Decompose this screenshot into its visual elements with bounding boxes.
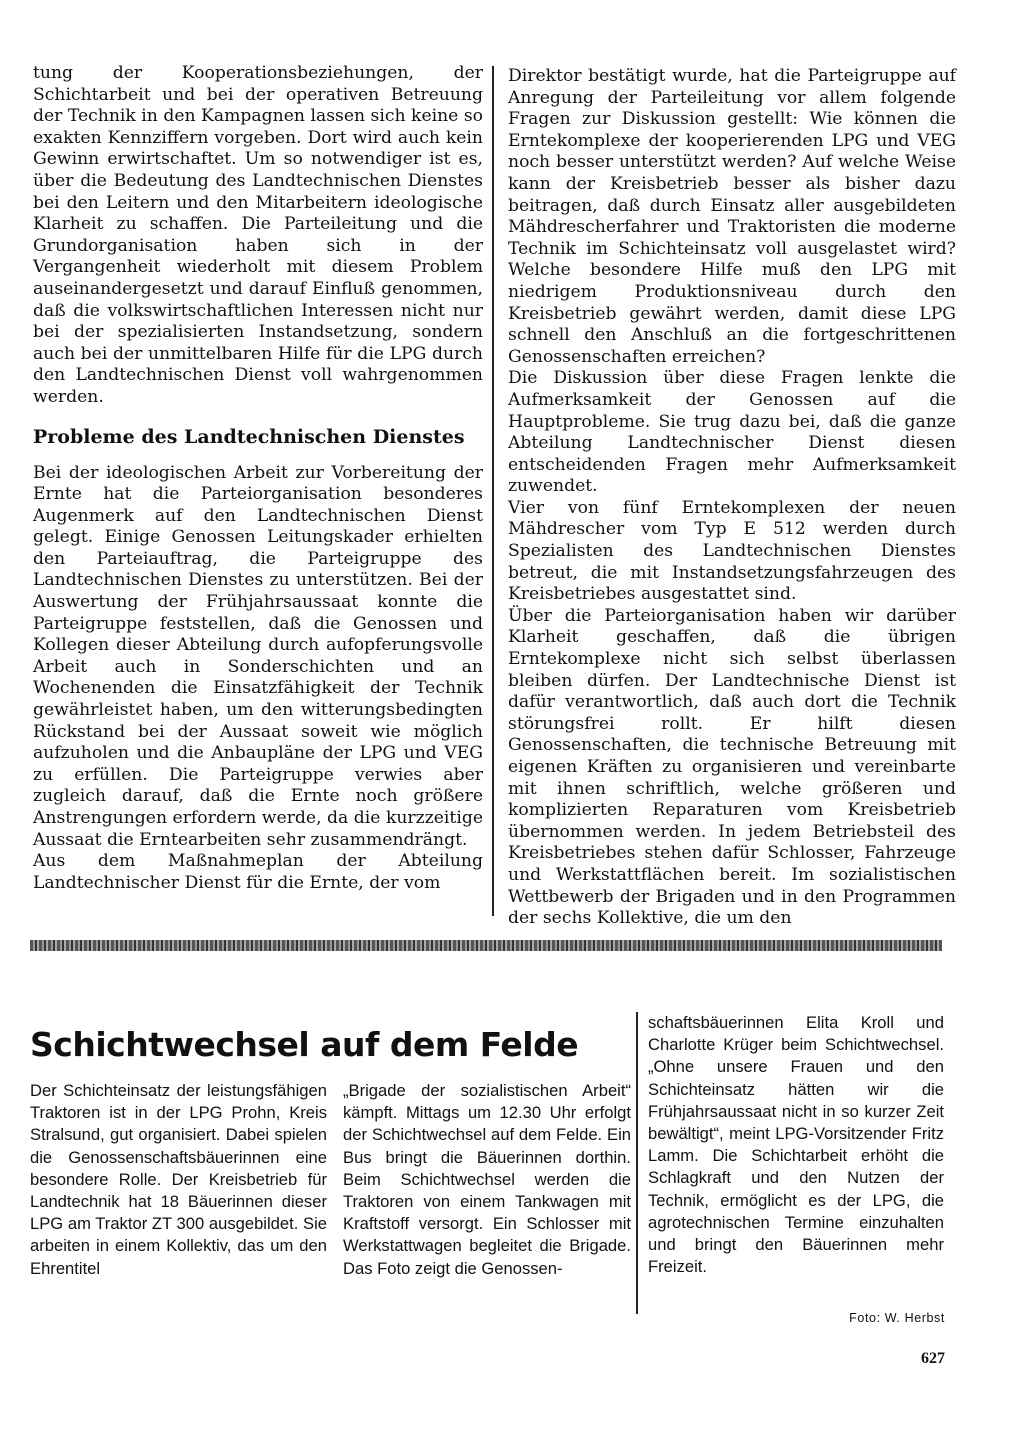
caption-column-2 (343, 1080, 631, 1280)
column-divider (636, 1012, 638, 1314)
body-paragraph: Direktor bestätigt wurde, hat die Parteigruppe auf Anregung der Parteileitung vor allem folgende Fragen zur Diskussion gestellt: Wie können die Erntekomplexe der kooperierenden LPG und VEG noch besser unterstützt werden? Auf welche Weise kann der Kreisbetrieb besser als bisher dazu beitragen, daß durch Einsatz aller ausgebildeten Mähdrescherfahrer und Traktoristen die moderne Technik im Schichteinsatz voll ausgelastet wird? Welche besondere Hilfe muß den LPG mit niedrigem Produktionsniveau durch den Kreisbetrieb gewährt werden, damit diese LPG schnell den Anschluß an die fortgeschrittenen Genossenschaften erreichen? (508, 66, 956, 367)
body-paragraph: Vier von fünf Erntekomplexen der neuen Mähdrescher vom Typ E 512 werden durch Spezialisten des Landtechnischen Dienstes betreut, die mit Instandsetzungsfahrzeugen des Kreisbetriebes ausgestattet sind. (508, 497, 956, 605)
caption-column-1 (30, 1080, 327, 1280)
top-left-column (33, 63, 483, 894)
body-paragraph: Über die Parteiorganisation haben wir darüber Klarheit geschaffen, daß die übrigen Erntekomplexe nicht sich selbst überlassen bleiben dürfen. Der Landtechnische Dienst ist dafür verantwortlich, daß auch dort die Technik störungsfrei rollt. Er hilft diesen Genossenschaften, die technische Betreuung mit eigenen Kräften zu organisieren und vereinbarte mit ihnen schriftlich, welche größeren und komplizierten Reparaturen vom Kreisbetrieb übernommen werden. In jedem Betriebsteil des Kreisbetriebes stehen dafür Schlosser, Fahrzeuge und Werkstattflächen bereit. Im sozialistischen Wettbewerb der Brigaden und in den Programmen der sechs Kollektive, die um den (508, 605, 956, 929)
article-title: Schichtwechsel auf dem Felde (30, 1025, 579, 1064)
page-number: 627 (921, 1350, 945, 1367)
body-paragraph: Aus dem Maßnahmeplan der Abteilung Landtechnischer Dienst für die Ernte, der vom (33, 851, 483, 893)
column-divider (492, 66, 494, 916)
caption-text: schaftsbäuerinnen Elita Kroll und Charlotte Krüger beim Schichtwechsel. „Ohne unsere Frauen und den Schichteinsatz hätten wir die Frühjahrsaussaat nicht in so kurzer Zeit bewältigt“, meint LPG-Vorsitzender Fritz Lamm. Die Schichtarbeit erhöht die Schlagkraft und den Nutzen der Technik, ermöglicht es der LPG, die agrotechnischen Termine einzuhalten und bringt den Bäuerinnen mehr Freizeit. (648, 1013, 944, 1277)
body-paragraph: tung der Kooperationsbeziehungen, der Schichtarbeit und bei der operativen Betreuung der Technik in den Kampagnen lassen sich keine so exakten Kennziffern vorgeben. Dort wird auch kein Gewinn erwirtschaftet. Um so notwendiger ist es, über die Bedeutung des Landtechnischen Dienstes bei den Leitern und den Mitarbeitern ideologische Klarheit zu schaffen. Die Parteileitung und die Grundorganisation haben sich in der Vergangenheit wiederholt mit diesem Problem auseinandergesetzt und darauf Einfluß genommen, daß die volkswirtschaftlichen Interessen nicht nur bei der spezialisierten Instandsetzung, sondern auch bei der unmittelbaren Hilfe für die LPG durch den Landtechnischen Dienst voll wahrgenommen werden. (33, 63, 483, 407)
caption-column-3 (648, 1012, 944, 1278)
body-paragraph: Die Diskussion über diese Fragen lenkte die Aufmerksamkeit der Genossen auf die Hauptprobleme. Sie trug dazu bei, daß die ganze Abteilung Landtechnischer Dienst diesen entscheidenden Fragen mehr Aufmerksamkeit zuwendet. (508, 368, 956, 497)
section-heading: Probleme des Landtechnischen Dienstes (33, 425, 465, 448)
caption-text: „Brigade der sozialistischen Arbeit“ kämpft. Mittags um 12.30 Uhr erfolgt der Schichtwechsel auf dem Felde. Ein Bus bringt die Bäuerinnen dorthin. Beim Schichtwechsel werden die Traktoren von einem Tankwagen mit Kraftstoff versorgt. Ein Schlosser mit Werkstattwagen begleitet die Brigade. Das Foto zeigt die Genossen- (343, 1081, 631, 1278)
photo-credit: Foto: W. Herbst (849, 1311, 945, 1325)
section-separator (30, 940, 942, 951)
body-paragraph: Bei der ideologischen Arbeit zur Vorbereitung der Ernte hat die Parteiorganisation besonderes Augenmerk auf den Landtechnischen Dienst gelegt. Einige Genossen Leitungskader erhielten den Parteiauftrag, die Parteigruppe des Landtechnischen Dienstes zu unterstützen. Bei der Auswertung der Frühjahrsaussaat konnte die Parteigruppe feststellen, daß die Genossen und Kollegen dieser Abteilung durch aufopferungsvolle Arbeit auch in Sonderschichten und an Wochenenden die Einsatzfähigkeit der Technik gewährleistet haben, um den witterungsbedingten Rückstand bei der Aussaat soweit wie möglich aufzuholen und die Anbaupläne der LPG und VEG zu erfüllen. Die Parteigruppe verwies aber zugleich darauf, daß die Ernte noch größere Anstrengungen erfordern werde, da die kurzzeitige Aussaat die Erntearbeiten sehr zusammendrängt. (33, 462, 483, 850)
caption-text: Der Schichteinsatz der leistungsfähigen Traktoren ist in der LPG Prohn, Kreis Stralsund, gut organisiert. Dabei spielen die Genossenschaftsbäuerinnen eine besondere Rolle. Der Kreisbetrieb für Landtechnik hat 18 Bäuerinnen dieser LPG am Traktor ZT 300 ausgebildet. Sie arbeiten in einem Kollektiv, das um den Ehrentitel (30, 1081, 327, 1278)
top-right-column (508, 66, 956, 930)
